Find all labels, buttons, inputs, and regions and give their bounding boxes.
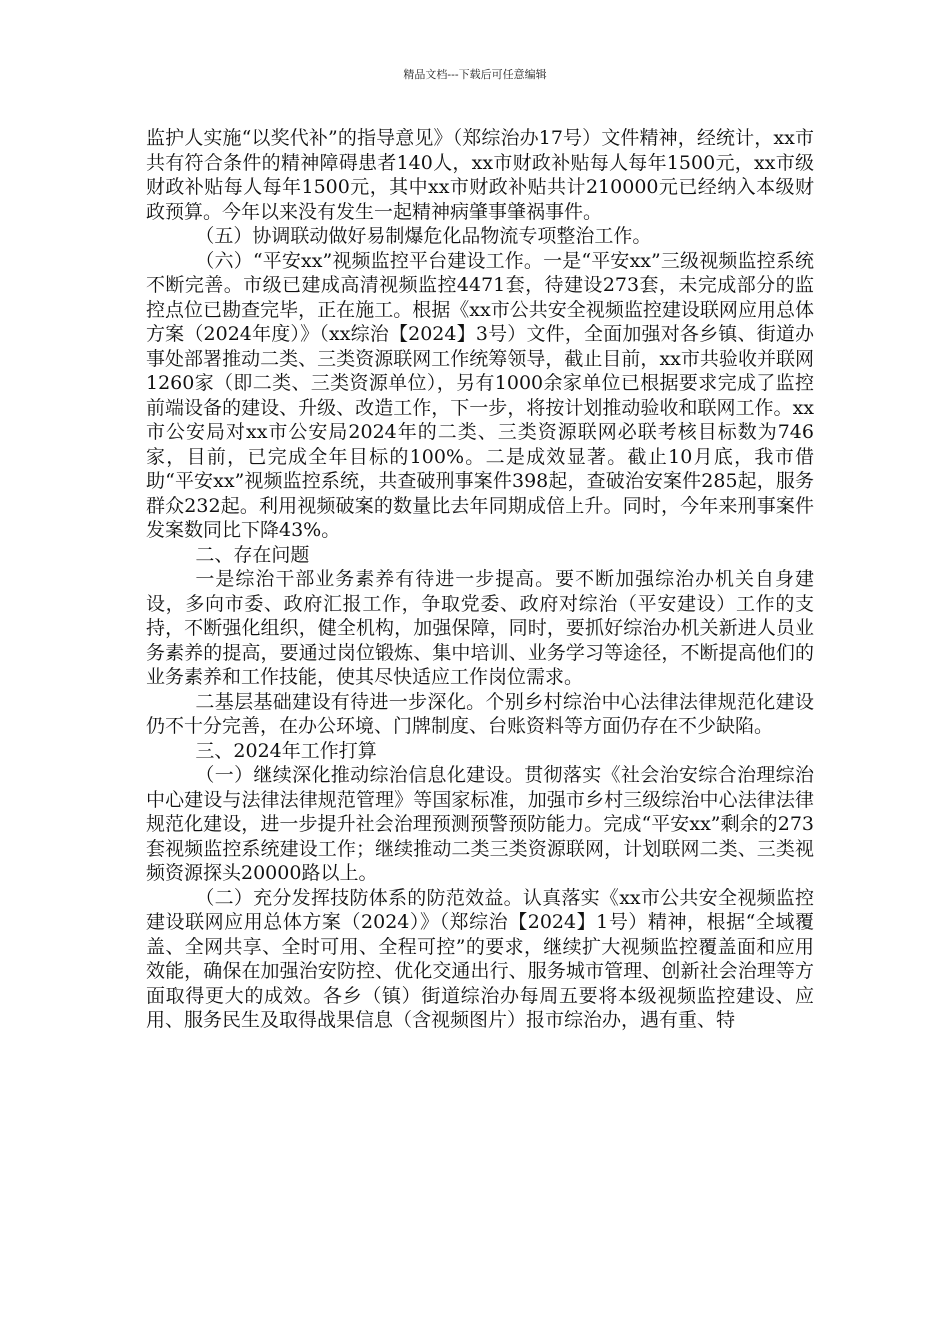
section-heading-plan: 三、2024年工作打算 [195, 739, 377, 762]
paragraph-1: 监护人实施“以奖代补”的指导意见》（郑综治办17号）文件精神，经统计，xx市共有符合条件的精神障碍患者140人，xx市财政补贴每人每年1500元，xx市级财政补贴每人每年1500元，其中xx市财政补贴共计210000元已经纳入本级财政预算。今年以来没有发生一起精神病肇事肇祸事件。 [146, 127, 814, 223]
paragraph-5: 二基层基础建设有待进一步深化。个别乡村综治中心法律法律规范化建设仍不十分完善，在办公环境、门牌制度、台账资料等方面仍存在不少缺陷。 [146, 690, 814, 737]
paragraph-7: （二）充分发挥技防体系的防范效益。认真落实《xx市公共安全视频监控建设联网应用总体方案（2024）》（郑综治【2024】1号）精神，根据“全域覆盖、全网共享、全时可用、全程可控”的要求，继续扩大视频监控覆盖面和应用效能，确保在加强治安防控、优化交通出行、服务城市管理、创新社会治理等方面取得更大的成效。各乡（镇）街道综治办每周五要将本级视频监控建设、应用、服务民生及取得战果信息（含视频图片）报市综治办，遇有重、特 [146, 886, 814, 1031]
paragraph-3: （六）“平安xx”视频监控平台建设工作。一是“平安xx”三级视频监控系统不断完善。市级已建成高清视频监控4471套，待建设273套，未完成部分的监控点位已勘查完毕，正在施工。根据《xx市公共安全视频监控建设联网应用总体方案（2024年度）》（xx综治【2024】3号）文件，全面加强对各乡镇、街道办事处部署推动二类、三类资源联网工作统筹领导，截止目前，xx市共验收并联网1260家（即二类、三类资源单位），另有1000余家单位已根据要求完成了监控前端设备的建设、升级、改造工作，下一步，将按计划推动验收和联网工作。xx市公安局对xx市公安局2024年的二类、三类资源联网必联考核目标数为746家，目前，已完成全年目标的100%。二是成效显著。截止10月底，我市借助“平安xx”视频监控系统，共查破刑事案件398起，查破治安案件285起，服务群众232起。利用视频破案的数量比去年同期成倍上升。同时，今年来刑事案件发案数同比下降43%。 [146, 249, 814, 541]
paragraph-6: （一）继续深化推动综治信息化建设。贯彻落实《社会治安综合治理综治中心建设与法律法律规范管理》等国家标准，加强市乡村三级综治中心法律法律规范化建设，进一步提升社会治理预测预警预防能力。完成“平安xx”剩余的273套视频监控系统建设工作；继续推动二类三类资源联网，计划联网二类、三类视频资源探头20000路以上。 [146, 764, 814, 884]
paragraph-2: （五）协调联动做好易制爆危化品物流专项整治工作。 [195, 225, 652, 247]
document-body [146, 126, 814, 1033]
page-header: 精品文档---下载后可任意编辑 [403, 68, 547, 81]
paragraph-4: 一是综治干部业务素养有待进一步提高。要不断加强综治办机关自身建设，多向市委、政府汇报工作，争取党委、政府对综治（平安建设）工作的支持，不断强化组织，健全机构，加强保障，同时，要抓好综治办机关新进人员业务素养的提高，要通过岗位锻炼、集中培训、业务学习等途径，不断提高他们的业务素养和工作技能，使其尽快适应工作岗位需求。 [146, 568, 814, 688]
section-heading-problems: 二、存在问题 [195, 543, 310, 566]
